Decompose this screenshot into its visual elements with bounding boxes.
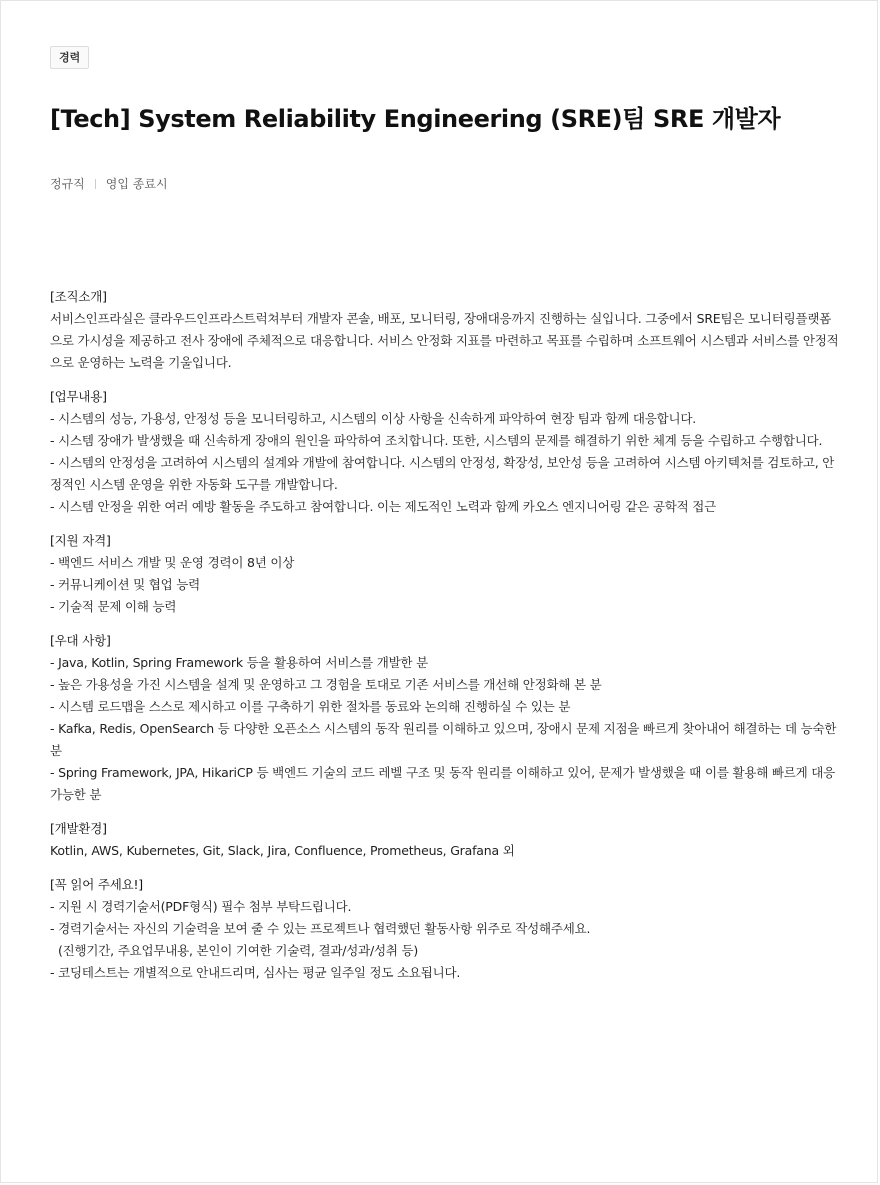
list-item: - 높은 가용성을 가진 시스템을 설계 및 운영하고 그 경험을 토대로 기존 서비스를 개선해 안정화해 본 분 — [50, 677, 602, 692]
section-heading: [우대 사항] — [50, 633, 111, 648]
section-preferred — [50, 630, 840, 806]
list-item: - 기술적 문제 이해 능력 — [50, 599, 177, 614]
section-duties — [50, 386, 840, 518]
job-posting-content — [50, 46, 840, 996]
list-item: - 시스템의 안정성을 고려하여 시스템의 설계와 개발에 참여합니다. 시스템의 안정성, 확장성, 보안성 등을 고려하여 시스템 아키텍처를 검토하고, 안정적인 시스템 운영을 위한 자동화 도구를 개발합니다. — [50, 455, 835, 492]
employment-type: 정규직 — [50, 177, 85, 191]
section-heading: [업무내용] — [50, 389, 107, 404]
list-item: - 백엔드 서비스 개발 및 운영 경력이 8년 이상 — [50, 555, 295, 570]
list-item: - Java, Kotlin, Spring Framework 등을 활용하여 서비스를 개발한 분 — [50, 655, 428, 670]
page-title: [Tech] System Reliability Engineering (SRE)팀 SRE 개발자 — [50, 105, 781, 133]
list-item: - 시스템 로드맵을 스스로 제시하고 이를 구축하기 위한 절차를 동료와 논의해 진행하실 수 있는 분 — [50, 699, 571, 714]
list-item: - 지원 시 경력기술서(PDF형식) 필수 첨부 부탁드립니다. — [50, 899, 352, 914]
section-heading: [지원 자격] — [50, 533, 111, 548]
section-heading: [조직소개] — [50, 289, 107, 304]
career-badge: 경력 — [50, 46, 89, 69]
list-item: - 시스템 안정을 위한 여러 예방 활동을 주도하고 참여합니다. 이는 제도적인 노력과 함께 카오스 엔지니어링 같은 공학적 접근 — [50, 499, 716, 514]
list-item: - 시스템 장애가 발생했을 때 신속하게 장애의 원인을 파악하여 조치합니다. 또한, 시스템의 문제를 해결하기 위한 체계 등을 수립하고 수행합니다. — [50, 433, 823, 448]
list-item: - 커뮤니케이션 및 협업 능력 — [50, 577, 201, 592]
list-item: (진행기간, 주요업무내용, 본인이 기여한 기술력, 결과/성과/성취 등) — [58, 943, 419, 958]
section-heading: [개발환경] — [50, 821, 107, 836]
section-heading: [꼭 읽어 주세요!] — [50, 877, 143, 892]
list-item: - 시스템의 성능, 가용성, 안정성 등을 모니터링하고, 시스템의 이상 사항을 신속하게 파악하여 현장 팀과 함께 대응합니다. — [50, 411, 697, 426]
section-qualifications — [50, 530, 840, 618]
section-text: 서비스인프라실은 클라우드인프라스트럭쳐부터 개발자 콘솔, 배포, 모니터링, 장애대응까지 진행하는 실입니다. 그중에서 SRE팀은 모니터링플랫폼으로 가시성을 제공하고 전사 장애에 주체적으로 대응합니다. 서비스 안정화 지표를 마련하고 목표를 수립하며 소프트웨어 시스템과 서비스를 안정적으로 운영하는 노력을 기울입니다. — [50, 311, 839, 370]
meta-divider — [95, 179, 96, 189]
section-environment — [50, 818, 840, 862]
job-meta — [50, 176, 840, 192]
list-item: - 코딩테스트는 개별적으로 안내드리며, 심사는 평균 일주일 정도 소요됩니다. — [50, 965, 461, 980]
section-notice — [50, 874, 840, 984]
section-text: Kotlin, AWS, Kubernetes, Git, Slack, Jira, Confluence, Prometheus, Grafana 외 — [50, 843, 515, 858]
section-intro — [50, 286, 840, 374]
job-description — [50, 286, 840, 984]
list-item: - Spring Framework, JPA, HikariCP 등 백엔드 기술의 코드 레벨 구조 및 동작 원리를 이해하고 있어, 문제가 발생했을 때 이를 활용해 빠르게 대응 가능한 분 — [50, 765, 836, 802]
deadline: 영입 종료시 — [105, 177, 168, 191]
list-item: - Kafka, Redis, OpenSearch 등 다양한 오픈소스 시스템의 동작 원리를 이해하고 있으며, 장애시 문제 지점을 빠르게 찾아내어 해결하는 데 능숙한 분 — [50, 721, 837, 758]
list-item: - 경력기술서는 자신의 기술력을 보여 줄 수 있는 프로젝트나 협력했던 활동사항 위주로 작성해주세요. — [50, 921, 591, 936]
